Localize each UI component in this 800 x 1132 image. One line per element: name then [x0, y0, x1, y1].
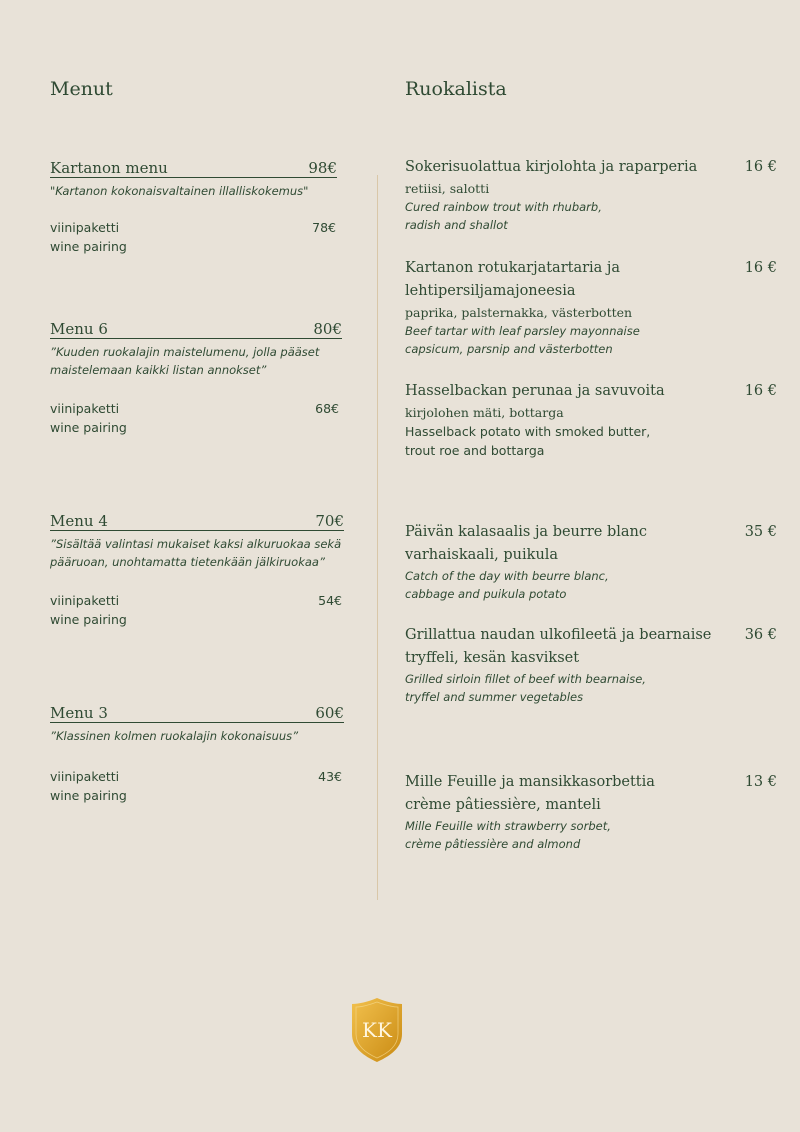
- dish-fish: [405, 521, 777, 603]
- menu-title: Menu 6: [50, 320, 108, 338]
- dish-english-line: tryffel and summer vegetables: [405, 690, 584, 704]
- dish-english-line: Mille Feuille with strawberry sorbet,: [405, 819, 611, 833]
- dish-name: Sokerisuolattua kirjolohta ja raparperia: [405, 159, 698, 175]
- dish-english-line: Grilled sirloin fillet of beef with bearnaise,: [405, 672, 646, 686]
- pairing-price: 78€: [312, 220, 336, 235]
- kk-logo-shield-icon: [350, 996, 404, 1064]
- wine-pairing: [50, 399, 342, 437]
- dish-english-line: cabbage and puikula potato: [405, 587, 567, 601]
- menu-title: Kartanon menu: [50, 159, 168, 177]
- dish-english-line: trout roe and bottarga: [405, 443, 545, 458]
- dish-accompaniments: tryffeli, kesän kasvikset: [405, 650, 580, 666]
- menu-description: "Kartanon kokonaisvaltainen illalliskokemus": [50, 184, 309, 198]
- menu-price: 98€: [308, 159, 337, 177]
- dish-english-line: Catch of the day with beurre blanc,: [405, 569, 609, 583]
- dish-name: Mille Feuille ja mansikkasorbettia: [405, 774, 655, 790]
- dish-sirloin: [405, 624, 777, 706]
- menu-description: ”Kuuden ruokalajin maistelumenu, jolla pääset maistelemaan kaikki listan annokset”: [50, 345, 320, 377]
- pairing-price: 68€: [315, 401, 339, 416]
- menu-price: 60€: [315, 704, 344, 722]
- pairing-english: wine pairing: [50, 420, 127, 435]
- dish-english-line: radish and shallot: [405, 218, 508, 232]
- dish-dessert: [405, 771, 777, 853]
- dish-price: 36 €: [744, 627, 777, 643]
- dish-hasselback: [405, 380, 777, 460]
- wine-pairing: [50, 218, 342, 256]
- dish-name: Kartanon rotukarjatartaria ja lehtipersiljamajoneesia: [405, 260, 621, 299]
- pairing-label: viinipaketti: [50, 769, 120, 784]
- wine-pairing: [50, 591, 342, 629]
- menu-title: Menu 3: [50, 704, 108, 722]
- dish-price: 16 €: [744, 159, 777, 175]
- dish-accompaniments: crème pâtiessière, manteli: [405, 797, 601, 813]
- menu-3: [50, 704, 346, 803]
- logo-text: KK: [362, 1018, 392, 1042]
- dish-name: Hasselbackan perunaa ja savuvoita: [405, 383, 665, 399]
- dish-price: 13 €: [744, 774, 777, 790]
- menus-heading: Menut: [50, 78, 113, 100]
- dish-english-line: crème pâtiessière and almond: [405, 837, 581, 851]
- menu-title: Menu 4: [50, 512, 108, 530]
- pairing-english: wine pairing: [50, 612, 127, 627]
- dish-name: Grillattua naudan ulkofileetä ja bearnaise: [405, 627, 712, 643]
- dish-price: 16 €: [744, 260, 777, 276]
- pairing-price: 43€: [318, 769, 342, 784]
- menu-price: 80€: [313, 320, 342, 338]
- dish-accompaniments: retiisi, salotti: [405, 181, 490, 196]
- dish-name: Päivän kalasaalis ja beurre blanc: [405, 524, 647, 540]
- dish-english-line: Cured rainbow trout with rhubarb,: [405, 200, 602, 214]
- food-list-heading: Ruokalista: [405, 78, 507, 100]
- wine-pairing: [50, 767, 342, 805]
- dish-price: 35 €: [744, 524, 777, 540]
- dish-english-line: capsicum, parsnip and västerbotten: [405, 342, 613, 356]
- dish-price: 16 €: [744, 383, 777, 399]
- menu-description: ”Klassinen kolmen ruokalajin kokonaisuus”: [50, 729, 299, 743]
- dish-accompaniments: varhaiskaali, puikula: [405, 547, 559, 563]
- dish-accompaniments: paprika, palsternakka, västerbotten: [405, 305, 633, 320]
- dish-tartar: [405, 257, 777, 358]
- pairing-english: wine pairing: [50, 788, 127, 803]
- menu-6: [50, 320, 346, 435]
- pairing-price: 54€: [318, 593, 342, 608]
- dish-english-line: Beef tartar with leaf parsley mayonnaise: [405, 324, 640, 338]
- pairing-label: viinipaketti: [50, 401, 120, 416]
- dish-english-line: Hasselback potato with smoked butter,: [405, 424, 651, 439]
- pairing-label: viinipaketti: [50, 593, 120, 608]
- menu-price: 70€: [315, 512, 344, 530]
- column-divider: [377, 175, 378, 900]
- dish-accompaniments: kirjolohen mäti, bottarga: [405, 405, 564, 420]
- menu-4: [50, 512, 346, 627]
- pairing-label: viinipaketti: [50, 220, 120, 235]
- menu-kartanon: [50, 159, 346, 254]
- menu-description: ”Sisältää valintasi mukaiset kaksi alkuruokaa sekä pääruoan, unohtamatta tietenkään jälkiruokaa”: [50, 537, 342, 569]
- dish-trout: [405, 156, 777, 234]
- pairing-english: wine pairing: [50, 239, 127, 254]
